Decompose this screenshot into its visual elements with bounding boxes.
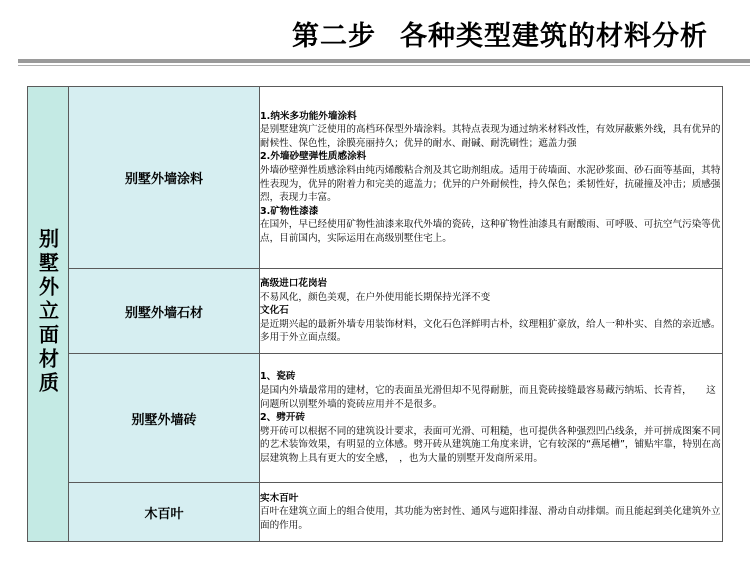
block-text: 是别墅建筑广泛使用的高档环保型外墙涂料。其特点表现为通过纳米材料改性，有效屏蔽紫外线，具有优异的耐候性、保色性，涂膜亮丽持久；优异的耐水、耐碱、耐洗刷性；遮盖力强 xyxy=(260,124,721,149)
block-heading: 1、瓷砖 xyxy=(260,371,296,383)
block-heading: 1.纳米多功能外墙涂料 xyxy=(260,110,357,122)
table-row xyxy=(28,483,723,542)
page-title xyxy=(292,14,708,53)
category-cell: 别墅外墙砖 xyxy=(69,354,260,483)
description-cell xyxy=(260,483,723,542)
category-cell: 别墅外墙石材 xyxy=(69,269,260,354)
table-row xyxy=(28,269,723,354)
category-cell: 木百叶 xyxy=(69,483,260,542)
category-cell: 别墅外墙涂料 xyxy=(69,87,260,269)
table-row xyxy=(28,354,723,483)
block-text: 是国内外墙最常用的建材，它的表面虽光滑但却不见得耐脏，而且瓷砖接缝最容易藏污纳垢、长青苔， 这问题所以别墅外墙的瓷砖应用并不是很多。 xyxy=(260,385,716,410)
title-text: 各种类型建筑的材料分析 xyxy=(400,21,708,52)
block-heading: 3.矿物性漆漆 xyxy=(260,205,319,217)
block-heading: 2.外墙砂壁弹性质感涂料 xyxy=(260,151,367,163)
block-heading: 实木百叶 xyxy=(260,492,299,504)
block-text: 劈开砖可以根据不同的建筑设计要求，表面可光滑、可粗糙，也可提供各种强烈凹凸线条，并可拼成图案不同的艺术装饰效果，有明显的立体感。劈开砖从建筑施工角度来讲，它有较深的“燕尾槽”，铺贴牢靠，特别在高层建筑物上具有更大的安全感， ，也为大量的别墅开发商所采用。 xyxy=(260,425,721,464)
block-text: 在国外，早已经使用矿物性油漆来取代外墙的瓷砖，这种矿物性油漆具有耐酸雨、可呼吸、可抗空气污染等优点，目前国内，实际运用在高级别墅住宅上。 xyxy=(260,219,721,244)
materials-table xyxy=(27,86,723,542)
description-cell xyxy=(260,87,723,269)
step-label: 第二步 xyxy=(292,21,376,52)
table-row xyxy=(28,87,723,269)
description-cell xyxy=(260,269,723,354)
block-text: 不易风化，颜色美观，在户外使用能长期保持光泽不变 xyxy=(260,291,491,303)
description-cell xyxy=(260,354,723,483)
block-text: 外墙砂壁弹性质感涂料由纯丙烯酸粘合剂及其它助剂组成。适用于砖墙面、水泥砂浆面、砂石面等基面，其特性表现为，优异的附着力和完美的遮盖力；优异的户外耐候性，持久保色；柔韧性好，抗碰撞及冲击；质感强烈，表现力丰富。 xyxy=(260,164,721,204)
block-heading: 高级进口花岗岩 xyxy=(260,278,328,290)
side-label-cell xyxy=(28,87,69,542)
side-label: 别墅外立面材质 xyxy=(35,228,60,396)
title-divider xyxy=(18,59,750,63)
block-text: 是近期兴起的最新外墙专用装饰材料，文化石色泽鲜明古朴，纹理粗犷豪放，给人一种朴实、自然的亲近感。多用于外立面点缀。 xyxy=(260,318,721,344)
block-heading: 文化石 xyxy=(260,305,289,317)
block-text: 百叶在建筑立面上的组合使用，其功能为密封性、通风与遮阳排湿、滑动自动排烟。而且能起到美化建筑外立面的作用。 xyxy=(260,506,721,531)
block-heading: 2、劈开砖 xyxy=(260,412,306,424)
title-divider-thin xyxy=(18,65,750,66)
